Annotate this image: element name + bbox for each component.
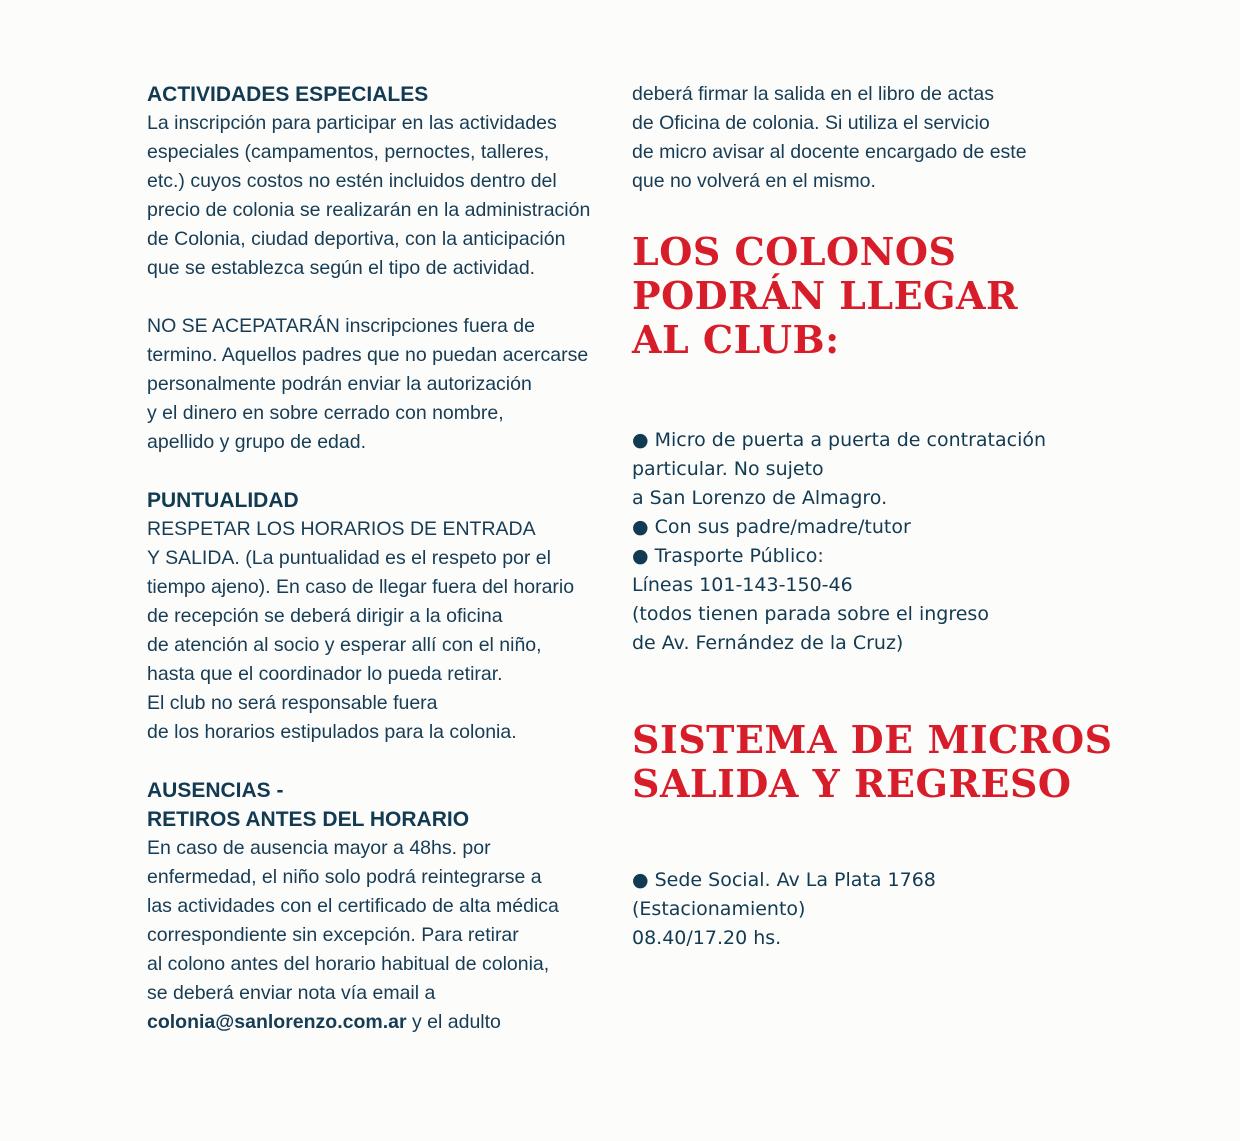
ausencias-paragraph-text: En caso de ausencia mayor a 48hs. por enfermedad, el niño solo podrá reintegrarse a las actividades con el certificado de alta médica correspondiente sin excepción. Para retirar al colono antes del horario habitual de colonia, se deberá enviar nota vía email a (147, 837, 559, 1004)
ausencias-paragraph (147, 834, 597, 1037)
continuation-paragraph: deberá firmar la salida en el libro de actas de Oficina de colonia. Si utiliza el servicio de micro avisar al docente encargado de este que no volverá en el mismo. (632, 83, 1027, 192)
actividades-heading: ACTIVIDADES ESPECIALES (147, 83, 429, 106)
actividades-paragraph-1: La inscripción para participar en las actividades especiales (campamentos, pernoctes, talleres, etc.) cuyos costos no estén incluidos dentro del precio de colonia se realizarán en la administración de Colonia, ciudad deportiva, con la anticipación que se establezca según el tipo de actividad. (147, 112, 591, 279)
micros-title: SISTEMA DE MICROS SALIDA Y REGRESO (632, 717, 1113, 806)
left-column (147, 80, 597, 1066)
ausencias-heading: AUSENCIAS - RETIROS ANTES DEL HORARIO (147, 779, 470, 831)
puntualidad-heading: PUNTUALIDAD (147, 489, 299, 512)
llegada-title: LOS COLONOS PODRÁN LLEGAR AL CLUB: (632, 229, 1019, 362)
section-puntualidad (147, 486, 597, 747)
right-column (632, 80, 1192, 953)
section-actividades-especiales (147, 80, 597, 457)
contact-email: colonia@sanlorenzo.com.ar (147, 1011, 407, 1033)
micros-list: ● Sede Social. Av La Plata 1768 (Estacionamiento) 08.40/17.20 hs. (632, 869, 936, 949)
actividades-paragraph-2: NO SE ACEPATARÁN inscripciones fuera de termino. Aquellos padres que no puedan acercarse personalmente podrán enviar la autorización y el dinero en sobre cerrado con nombre, apellido y grupo de edad. (147, 315, 589, 453)
puntualidad-paragraph: RESPETAR LOS HORARIOS DE ENTRADA Y SALIDA. (La puntualidad es el respeto por el tiempo ajeno). En caso de llegar fuera del horario de recepción se deberá dirigir a la oficina de atención al socio y esperar allí con el niño, hasta que el coordinador lo pueda retirar. El club no será responsable fuera de los horarios estipulados para la colonia. (147, 518, 575, 743)
llegada-list: ● Micro de puerta a puerta de contratación particular. No sujeto a San Lorenzo de Almagro. ● Con sus padre/madre/tutor ● Trasporte Público: Líneas 101-143-150-46 (todos tienen parada sobre el ingreso de Av. Fernández de la Cruz) (632, 429, 1047, 654)
ausencias-after-email: y el adulto (406, 1011, 501, 1033)
section-ausencias (147, 776, 597, 1037)
